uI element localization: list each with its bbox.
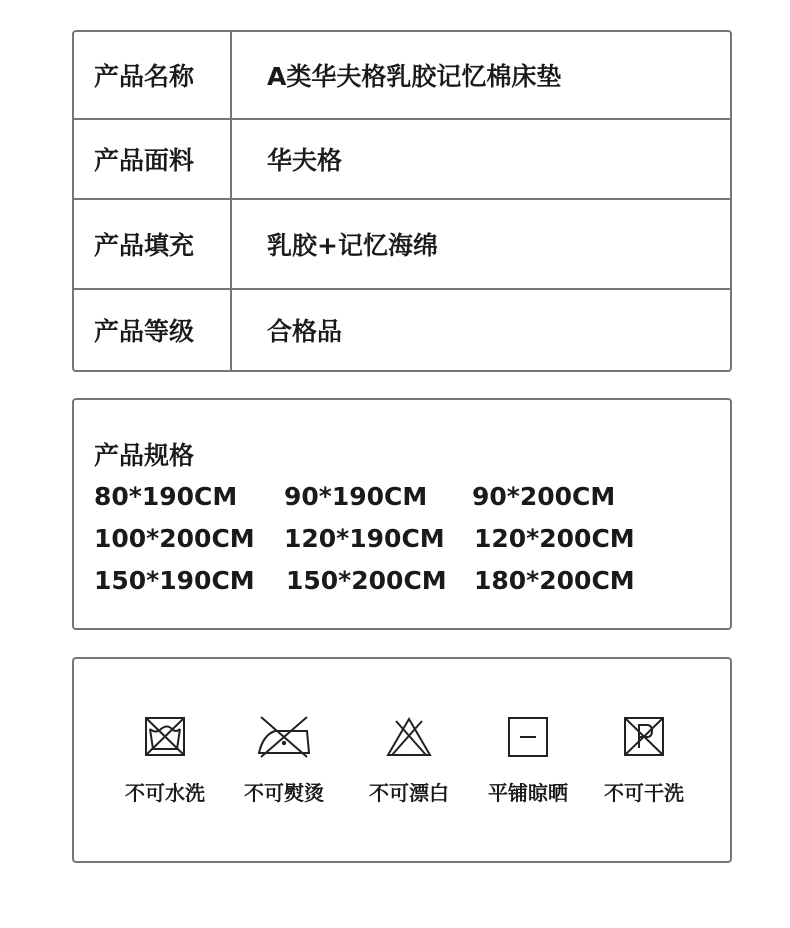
size-item: 90*190CM	[284, 482, 428, 511]
care-label: 不可漂白	[369, 781, 449, 805]
row-value: A类华夫格乳胶记忆棉床垫	[267, 62, 562, 91]
care-item	[354, 715, 464, 806]
no-bleach-icon	[384, 715, 434, 759]
care-item	[229, 715, 339, 806]
size-item: 80*190CM	[94, 482, 238, 511]
care-label: 不可干洗	[604, 781, 684, 805]
care-item	[589, 715, 699, 806]
size-item: 100*200CM	[94, 524, 255, 553]
care-label: 不可熨烫	[244, 781, 324, 805]
care-instructions-box	[72, 657, 732, 863]
care-item	[473, 715, 583, 806]
no-iron-icon	[255, 715, 313, 759]
row-key: 产品名称	[94, 62, 195, 91]
row-value: 乳胶+记忆海绵	[267, 231, 438, 260]
care-item	[110, 715, 220, 806]
care-label: 平铺晾晒	[488, 781, 568, 805]
size-item: 150*190CM	[94, 566, 255, 595]
size-item: 120*190CM	[284, 524, 445, 553]
size-item: 90*200CM	[472, 482, 616, 511]
table-row	[74, 120, 730, 198]
size-item: 120*200CM	[474, 524, 635, 553]
size-item: 180*200CM	[474, 566, 635, 595]
no-wash-icon	[142, 715, 188, 759]
table-row	[74, 32, 730, 118]
row-key: 产品面料	[94, 146, 195, 175]
table-row	[74, 200, 730, 288]
row-key: 产品填充	[94, 231, 195, 260]
no-dry-clean-icon	[621, 715, 667, 759]
size-spec-box	[72, 398, 732, 630]
table-row	[74, 290, 730, 370]
size-title: 产品规格	[94, 441, 195, 470]
row-value: 合格品	[267, 317, 343, 346]
row-value: 华夫格	[267, 146, 343, 175]
size-item: 150*200CM	[286, 566, 447, 595]
row-key: 产品等级	[94, 317, 195, 346]
dry-flat-icon	[506, 715, 550, 759]
care-label: 不可水洗	[125, 781, 205, 805]
product-info-table	[72, 30, 732, 372]
